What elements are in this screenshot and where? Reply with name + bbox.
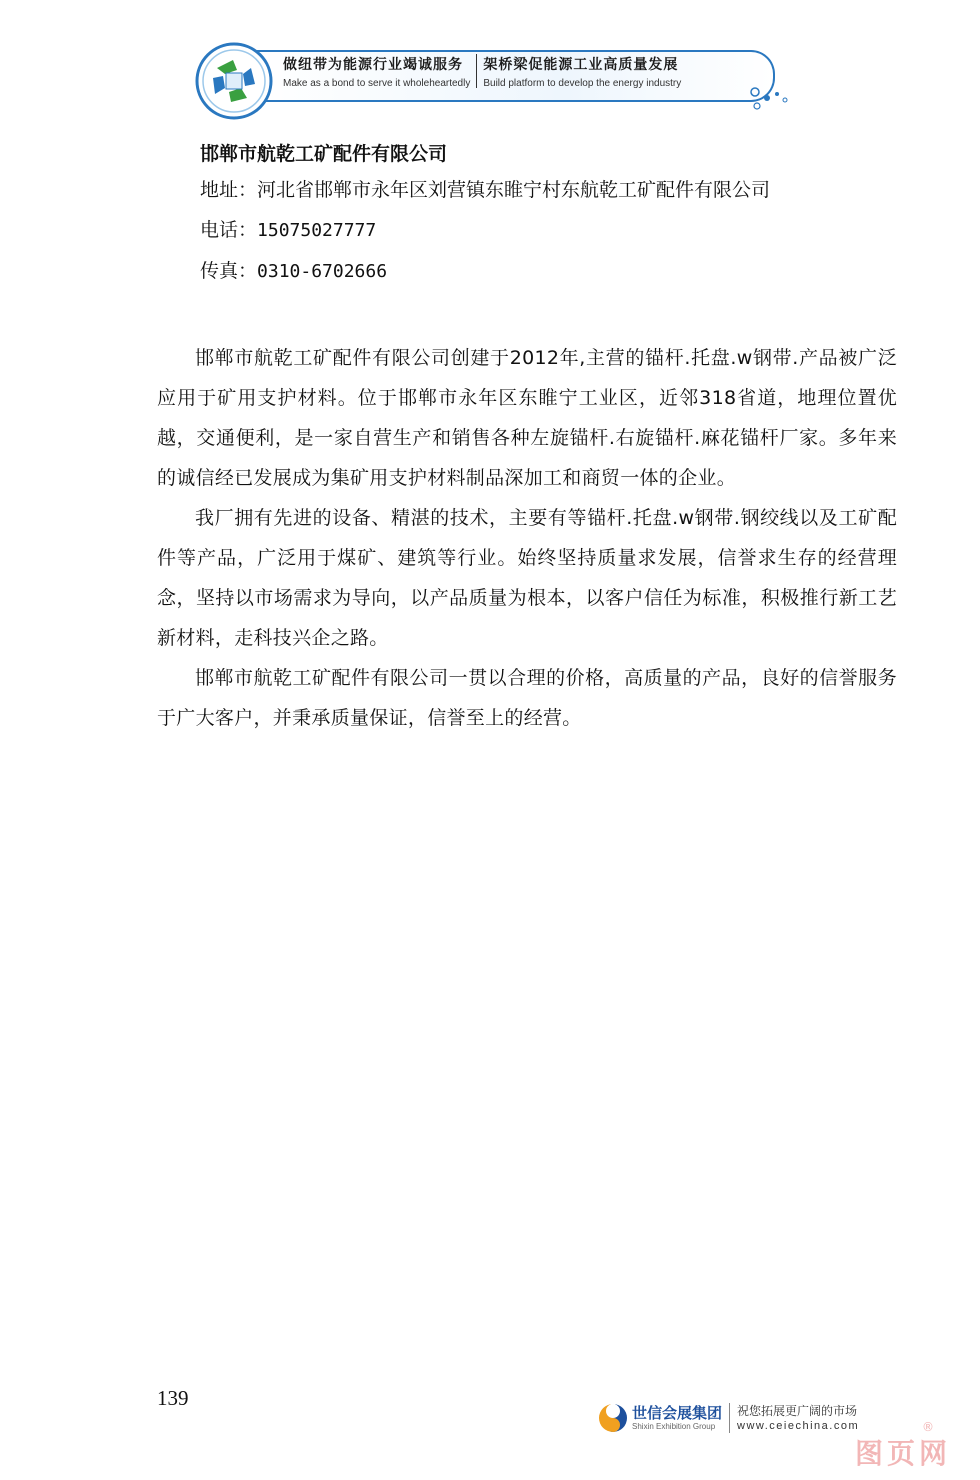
watermark: 图页网 bbox=[855, 1437, 952, 1470]
company-name: 邯郸市航乾工矿配件有限公司 bbox=[200, 143, 448, 165]
footer-brand bbox=[598, 1398, 898, 1438]
header-banner bbox=[195, 40, 795, 120]
brand-name-block bbox=[632, 1404, 722, 1432]
watermark-registered-mark: ® bbox=[922, 1420, 934, 1434]
header-slogan bbox=[283, 54, 681, 89]
fax-label: 传真： bbox=[200, 260, 258, 282]
phone-value: 15075027777 bbox=[257, 220, 377, 241]
fax-line bbox=[200, 251, 900, 292]
slogan-right-cn: 架桥梁促能源工业高质量发展 bbox=[483, 57, 679, 73]
slogan-left-cn: 做纽带为能源行业竭诚服务 bbox=[283, 57, 463, 73]
contact-block bbox=[200, 138, 900, 292]
brand-url-link[interactable]: www.ceiechina.com bbox=[737, 1420, 860, 1432]
address-value: 河北省邯郸市永年区刘营镇东睢宁村东航乾工矿配件有限公司 bbox=[257, 179, 771, 201]
decorative-dots-icon bbox=[749, 84, 799, 114]
paragraph: 邯郸市航乾工矿配件有限公司创建于2012年,主营的锚杆.托盘.w钢带.产品被广泛应用于矿用支护材料。位于邯郸市永年区东睢宁工业区，近邻318省道，地理位置优越，交通便利，是一家自营生产和销售各种左旋锚杆.右旋锚杆.麻花锚杆厂家。多年来的诚信经已发展成为集矿用支护材料制品深加工和商贸一体的企业。 bbox=[157, 347, 897, 489]
company-description bbox=[157, 338, 897, 738]
slogan-left-en: Make as a bond to serve it wholeheartedly bbox=[283, 78, 471, 89]
brand-tag-block bbox=[737, 1403, 859, 1433]
energy-bond-logo-icon bbox=[195, 42, 273, 120]
brand-divider bbox=[729, 1403, 730, 1433]
paragraph: 我厂拥有先进的设备、精湛的技术，主要有等锚杆.托盘.w钢带.钢绞线以及工矿配件等产品，广泛用于煤矿、建筑等行业。始终坚持质量求发展，信誉求生存的经营理念，坚持以市场需求为导向，以产品质量为根本，以客户信任为标准，积极推行新工艺新材料，走科技兴企之路。 bbox=[157, 507, 897, 649]
brand-name: 世信会展集团 bbox=[632, 1404, 723, 1422]
slogan-divider bbox=[476, 54, 477, 88]
shixin-swirl-logo-icon bbox=[598, 1403, 628, 1433]
address-line bbox=[200, 170, 900, 210]
address-label: 地址： bbox=[200, 179, 258, 201]
phone-label: 电话： bbox=[200, 219, 258, 241]
slogan-right-en: Build platform to develop the energy industry bbox=[483, 78, 682, 89]
paragraph: 邯郸市航乾工矿配件有限公司一贯以合理的价格，高质量的产品，良好的信誉服务于广大客户，并秉承质量保证，信誉至上的经营。 bbox=[157, 667, 897, 729]
brand-en: Shixin Exhibition Group bbox=[632, 1422, 716, 1431]
slogan-right bbox=[483, 54, 681, 89]
page-number: 139 bbox=[157, 1386, 189, 1410]
phone-line bbox=[200, 210, 900, 251]
brand-tagline: 祝您拓展更广阔的市场 bbox=[737, 1404, 858, 1418]
fax-value: 0310-6702666 bbox=[257, 261, 388, 282]
slogan-left bbox=[283, 54, 470, 89]
